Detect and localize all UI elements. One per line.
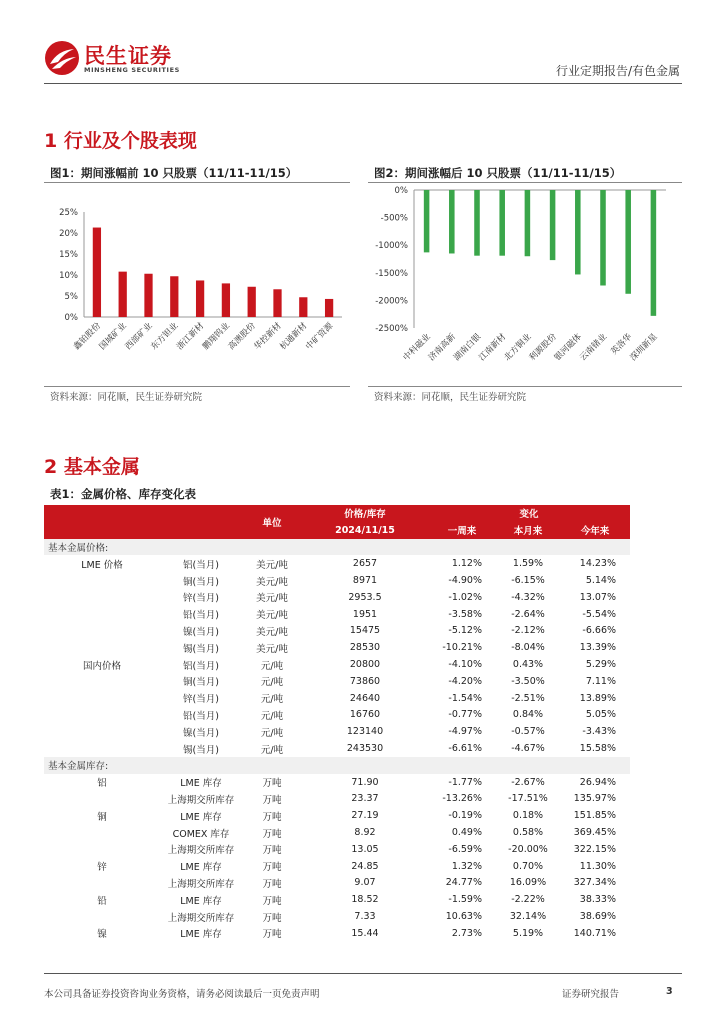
row-item: 铅(当月) (183, 710, 219, 722)
row-value: 15.44 (351, 927, 379, 939)
row-month-change: -2.51% (511, 692, 545, 704)
row-value: 28530 (349, 642, 381, 654)
y-tick-label: 0% (394, 186, 408, 196)
row-item: 锡(当月) (183, 744, 219, 756)
row-value: 20800 (349, 659, 381, 671)
row-item: 铝(当月) (183, 660, 219, 672)
row-group: 铜 (97, 811, 107, 823)
row-item: LME 库存 (180, 811, 222, 823)
row-week-change: -0.77% (448, 709, 482, 721)
row-unit: 元/吨 (260, 710, 284, 722)
table-row (44, 707, 630, 724)
table-row (44, 656, 630, 673)
x-tick-label: 江南新材 (477, 332, 509, 364)
row-unit: 万吨 (262, 895, 282, 907)
table-header-row-1 (44, 505, 630, 522)
row-unit: 元/吨 (260, 727, 284, 739)
figure1-source: 资料来源：同花顺，民生证券研究院 (50, 392, 203, 403)
header-week: 一周来 (428, 522, 496, 539)
row-month-change: 5.19% (512, 927, 544, 939)
table-row (44, 925, 630, 942)
row-unit: 美元/吨 (256, 643, 288, 655)
row-week-change: -4.10% (448, 659, 482, 671)
figure1-bottom-rule (44, 386, 350, 387)
row-ytd-change: -5.54% (582, 608, 617, 620)
x-tick-label: 北方铜业 (502, 332, 534, 364)
row-group (44, 606, 160, 623)
bar (651, 190, 657, 316)
table-row (44, 875, 630, 892)
x-tick-label: 鑫铂股份 (71, 321, 104, 353)
row-item: 锌(当月) (183, 694, 219, 706)
header-change: 变化 (428, 505, 630, 522)
y-tick-label: -1000% (375, 241, 408, 252)
table-row (44, 555, 630, 572)
row-ytd-change: 5.05% (585, 709, 617, 721)
row-item: 锡(当月) (183, 643, 219, 655)
row-week-change: -5.12% (448, 625, 482, 637)
row-group: 镍 (97, 929, 107, 941)
row-month-change: -2.22% (511, 894, 545, 906)
row-value: 73860 (349, 675, 381, 687)
section1-title: 1 行业及个股表现 (44, 130, 197, 152)
row-unit: 万吨 (262, 878, 282, 890)
row-value: 15475 (349, 625, 381, 637)
row-group (44, 673, 160, 690)
row-group (44, 572, 160, 589)
row-unit: 美元/吨 (256, 610, 288, 622)
brand-logo-icon (44, 40, 80, 76)
table-row (44, 891, 630, 908)
row-item: COMEX 库存 (172, 828, 230, 840)
y-tick-label: -1500% (375, 268, 408, 279)
row-month-change: -6.15% (511, 575, 545, 587)
row-unit: 美元/吨 (256, 593, 288, 605)
row-ytd-change: -6.66% (582, 625, 617, 637)
row-group: 铅 (97, 895, 107, 907)
row-unit: 元/吨 (260, 677, 284, 689)
x-tick-label: 英洛华 (609, 332, 635, 358)
row-group: 铝 (97, 778, 107, 790)
table-header-row-2 (44, 522, 630, 539)
figure2-source: 资料来源：同花顺，民生证券研究院 (374, 392, 527, 403)
row-group (44, 589, 160, 606)
row-item: 镍(当月) (183, 626, 219, 638)
row-month-change: 0.18% (512, 810, 544, 822)
x-tick-label: 杭通新材 (278, 321, 310, 353)
row-week-change: -4.97% (448, 726, 482, 738)
x-tick-label: 济南高新 (426, 332, 458, 364)
bar (299, 297, 307, 317)
table-row (44, 589, 630, 606)
row-group (44, 875, 160, 892)
footer-divider (44, 973, 682, 974)
y-tick-label: 15% (59, 250, 78, 260)
header-month: 本月来 (496, 522, 560, 539)
figure1-chart (44, 190, 350, 386)
bar (449, 190, 455, 253)
y-tick-label: 20% (59, 229, 78, 239)
brand-name-en: MINSHENG SECURITIES (84, 66, 180, 74)
figure1-title: 图1：期间涨幅前 10 只股票（11/11-11/15） (50, 166, 298, 180)
table-row (44, 858, 630, 875)
y-tick-label: -2000% (375, 296, 408, 307)
row-group (44, 707, 160, 724)
row-item: 上海期交所库存 (167, 845, 235, 857)
row-item: 铅(当月) (183, 610, 219, 622)
row-unit: 美元/吨 (256, 559, 288, 571)
x-tick-label: 西部矿业 (123, 321, 155, 353)
footer-disclaimer: 本公司具备证券投资咨询业务资格，请务必阅读最后一页免责声明 (44, 989, 320, 1000)
x-tick-label: 云南锗业 (577, 332, 610, 364)
x-tick-label: 中矿资源 (304, 321, 336, 353)
row-value: 2657 (352, 558, 378, 570)
row-group (44, 623, 160, 640)
row-ytd-change: 140.71% (573, 927, 617, 939)
row-ytd-change: 14.23% (579, 558, 617, 570)
row-month-change: 0.43% (512, 659, 544, 671)
bar (273, 289, 281, 317)
row-ytd-change: 11.30% (579, 860, 617, 872)
row-value: 9.07 (354, 877, 376, 889)
x-tick-label: 湖南白银 (451, 332, 484, 364)
bar (196, 280, 204, 317)
row-month-change: 0.70% (512, 860, 544, 872)
row-value: 23.37 (351, 793, 379, 805)
row-week-change: -1.02% (448, 591, 482, 603)
row-week-change: -1.77% (448, 776, 482, 788)
y-tick-label: 0% (64, 313, 78, 323)
table-row (44, 723, 630, 740)
row-group: 国内价格 (82, 660, 121, 672)
row-month-change: 0.84% (512, 709, 544, 721)
row-week-change: -10.21% (442, 642, 482, 654)
table-row (44, 824, 630, 841)
row-ytd-change: -3.43% (582, 726, 617, 738)
row-unit: 万吨 (262, 845, 282, 857)
row-week-change: -0.19% (448, 810, 482, 822)
row-value: 2953.5 (348, 591, 382, 603)
row-value: 243530 (346, 743, 384, 755)
row-group (44, 723, 160, 740)
header-unit: 单位 (242, 505, 302, 539)
x-tick-label: 中科磁业 (401, 332, 433, 364)
x-tick-label: 国城矿业 (97, 321, 129, 353)
row-item: 上海期交所库存 (167, 878, 235, 890)
row-week-change: 0.49% (451, 827, 482, 839)
row-ytd-change: 38.69% (579, 911, 617, 923)
row-week-change: 1.12% (451, 558, 482, 570)
row-group (44, 791, 160, 808)
row-week-change: -6.59% (448, 843, 482, 855)
x-tick-label: 高澳股份 (226, 321, 258, 353)
bar (525, 190, 531, 256)
row-week-change: 2.73% (451, 927, 482, 939)
table-row (44, 841, 630, 858)
row-week-change: 10.63% (445, 911, 482, 923)
x-tick-label: 利源股份 (527, 332, 559, 364)
row-group: LME 价格 (81, 559, 123, 571)
row-unit: 元/吨 (260, 744, 284, 756)
row-unit: 万吨 (262, 811, 282, 823)
section2-title: 2 基本金属 (44, 456, 140, 478)
bar (600, 190, 606, 285)
row-unit: 美元/吨 (256, 626, 288, 638)
table-category-label: 基本金属价格: (44, 539, 630, 556)
row-item: 铜(当月) (183, 576, 219, 588)
row-ytd-change: 369.45% (573, 827, 617, 839)
row-unit: 美元/吨 (256, 576, 288, 588)
y-tick-label: -500% (380, 213, 408, 224)
table-row (44, 673, 630, 690)
row-unit: 元/吨 (260, 694, 284, 706)
row-unit: 万吨 (262, 929, 282, 941)
row-week-change: -3.58% (448, 608, 482, 620)
row-ytd-change: 7.11% (585, 675, 617, 687)
table-row (44, 606, 630, 623)
row-group (44, 824, 160, 841)
bar (325, 299, 333, 317)
row-item: LME 库存 (180, 895, 222, 907)
row-group (44, 740, 160, 757)
table-row (44, 807, 630, 824)
row-month-change: -2.12% (511, 625, 545, 637)
row-ytd-change: 135.97% (573, 793, 617, 805)
row-month-change: -2.67% (511, 776, 545, 788)
row-value: 24.85 (351, 860, 379, 872)
bar (144, 274, 152, 317)
table-category-row (44, 757, 630, 774)
y-tick-label: 5% (64, 292, 78, 302)
header-price-top: 价格/库存 (302, 505, 428, 522)
brand-name-cn: 民生证券 (84, 44, 172, 68)
bar (222, 283, 230, 317)
row-item: 铜(当月) (183, 677, 219, 689)
row-month-change: 0.58% (512, 827, 544, 839)
x-tick-label: 东方钽业 (149, 321, 181, 353)
x-tick-label: 深圳新星 (628, 332, 660, 364)
row-group (44, 639, 160, 656)
row-unit: 万吨 (262, 828, 282, 840)
row-value: 18.52 (351, 894, 379, 906)
row-unit: 万吨 (262, 794, 282, 806)
row-week-change: 24.77% (445, 877, 482, 889)
row-value: 8971 (352, 575, 378, 587)
row-week-change: -1.54% (448, 692, 482, 704)
x-tick-label: 华控新材 (252, 321, 284, 353)
row-value: 8.92 (354, 827, 376, 839)
row-week-change: -13.26% (442, 793, 482, 805)
table1-title: 表1：金属价格、库存变化表 (50, 487, 197, 501)
row-month-change: -8.04% (511, 642, 545, 654)
row-unit: 万吨 (262, 912, 282, 924)
y-tick-label: 25% (59, 208, 78, 218)
x-tick-label: 浙江新材 (175, 321, 207, 353)
row-group (44, 908, 160, 925)
row-month-change: -4.32% (511, 591, 545, 603)
row-group (44, 841, 160, 858)
header-ytd: 今年来 (560, 522, 630, 539)
table-row (44, 791, 630, 808)
figure2-chart (368, 182, 682, 386)
bar (575, 190, 581, 274)
report-type: 行业定期报告/有色金属 (555, 64, 680, 78)
row-ytd-change: 327.34% (573, 877, 617, 889)
bar (550, 190, 556, 260)
row-month-change: -3.50% (511, 675, 545, 687)
row-group: 锌 (97, 862, 107, 874)
footer-doc-type: 证券研究报告 (562, 989, 620, 1000)
row-ytd-change: 151.85% (573, 810, 617, 822)
row-month-change: -4.67% (511, 743, 545, 755)
row-month-change: -20.00% (508, 843, 548, 855)
row-ytd-change: 5.29% (585, 659, 617, 671)
row-ytd-change: 15.58% (579, 743, 617, 755)
bar (93, 228, 101, 317)
row-unit: 元/吨 (260, 660, 284, 672)
x-tick-label: 鹏翔钨业 (200, 321, 233, 353)
x-tick-label: 银河磁体 (552, 332, 584, 364)
figure2-bottom-rule (368, 386, 682, 387)
row-value: 24640 (349, 692, 381, 704)
row-week-change: -6.61% (448, 743, 482, 755)
row-item: 上海期交所库存 (167, 794, 235, 806)
row-item: 锌(当月) (183, 593, 219, 605)
header-price-date: 2024/11/15 (302, 522, 428, 539)
row-value: 13.05 (351, 843, 379, 855)
row-month-change: 16.09% (509, 877, 547, 889)
bar (170, 276, 178, 317)
row-value: 7.33 (354, 911, 376, 923)
bar (424, 190, 430, 252)
row-unit: 万吨 (262, 862, 282, 874)
figure2-title: 图2：期间涨幅后 10 只股票（11/11-11/15） (374, 166, 622, 180)
row-item: LME 库存 (180, 862, 222, 874)
row-month-change: 1.59% (512, 558, 544, 570)
row-ytd-change: 13.07% (579, 591, 617, 603)
bar (119, 272, 127, 317)
row-week-change: -1.59% (448, 894, 482, 906)
metal-price-table (44, 505, 630, 942)
y-tick-label: 10% (59, 271, 78, 281)
row-month-change: -0.57% (511, 726, 545, 738)
row-month-change: 32.14% (509, 911, 547, 923)
header-divider (44, 83, 682, 84)
table-row (44, 623, 630, 640)
table-row (44, 740, 630, 757)
page-number: 3 (666, 986, 673, 997)
row-value: 16760 (349, 709, 381, 721)
row-week-change: -4.20% (448, 675, 482, 687)
bar (499, 190, 505, 256)
table-row (44, 690, 630, 707)
bar (474, 190, 480, 256)
row-item: 铝(当月) (183, 559, 219, 571)
table-row (44, 774, 630, 791)
figure1-top-rule (44, 182, 350, 183)
row-month-change: -17.51% (508, 793, 548, 805)
row-ytd-change: 5.14% (585, 575, 617, 587)
row-item: LME 库存 (180, 778, 222, 790)
row-ytd-change: 13.89% (579, 692, 617, 704)
row-week-change: 1.32% (451, 860, 482, 872)
row-value: 123140 (346, 726, 384, 738)
bar (248, 287, 256, 317)
table-row (44, 908, 630, 925)
row-value: 1951 (352, 608, 378, 620)
row-week-change: -4.90% (448, 575, 482, 587)
table-category-label: 基本金属库存: (44, 757, 630, 774)
row-ytd-change: 13.39% (579, 642, 617, 654)
table-category-row (44, 539, 630, 556)
row-item: 上海期交所库存 (167, 912, 235, 924)
row-month-change: -2.64% (511, 608, 545, 620)
table-row (44, 572, 630, 589)
row-item: LME 库存 (180, 929, 222, 941)
row-unit: 万吨 (262, 778, 282, 790)
bar (625, 190, 631, 294)
row-value: 27.19 (351, 810, 379, 822)
row-item: 镍(当月) (183, 727, 219, 739)
table-row (44, 639, 630, 656)
row-ytd-change: 322.15% (573, 843, 617, 855)
row-group (44, 690, 160, 707)
row-value: 71.90 (351, 776, 379, 788)
y-tick-label: -2500% (375, 324, 408, 334)
row-ytd-change: 26.94% (579, 776, 617, 788)
row-ytd-change: 38.33% (579, 894, 617, 906)
